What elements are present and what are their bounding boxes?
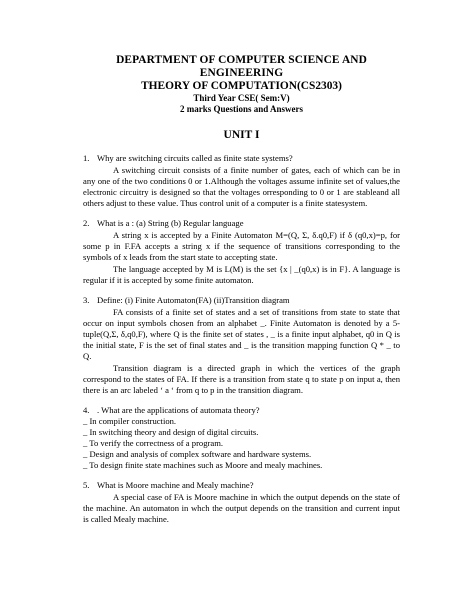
question-number: 5. [83,480,90,490]
question-number: 2. [83,218,90,228]
question-text: Define: (i) Finite Automaton(FA) (ii)Transition diagram [97,295,290,305]
unit-heading: UNIT I [223,129,260,141]
question-text: . What are the applications of automata theory? [97,405,260,415]
question-number: 3. [83,295,90,305]
question-item [83,153,400,209]
answer-paragraph: A special case of FA is Moore machine in which the output depends on the state of the machine. An automaton in whch the output depends on the transition and current input is called Mealy machine. [83,492,400,524]
answer-paragraph: FA consists of a finite set of states and a set of transitions from state to state that occur on input symbols chosen from an alphabet _. Finite Automaton is denoted by a 5- tuple(Q,Σ, δ,q0,F), where Q is the finite set of states , _ is a finite input alphabet, q0 in Q is the initial state, F is the set of final states and _ is the transition mapping function Q * _ to Q. [83,307,400,361]
question-text: What is a : (a) String (b) Regular language [97,218,244,228]
answer-paragraph: A string x is accepted by a Finite Automaton M=(Q, Σ, δ.q0,F) if δ (q0,x)=p, for some p in F.FA accepts a string x if the sequence of transitions corresponding to the symbols of x leads from the start state to accepting state. [83,230,400,262]
question-text: Why are switching circuits called as finite state systems? [97,153,293,163]
document-header [83,54,400,115]
question-item [83,405,400,471]
list-item: _ In compiler construction. [83,416,177,426]
department-title: DEPARTMENT OF COMPUTER SCIENCE AND ENGINEERING [116,54,367,79]
course-title: THEORY OF COMPUTATION(CS2303) [141,80,342,92]
question-number: 1. [83,153,90,163]
question-item [83,218,400,286]
list-item: _ To verify the correctness of a program. [83,438,224,448]
question-item [83,480,400,525]
year-line: Third Year CSE( Sem:V) [193,93,290,103]
subtitle-line: 2 marks Questions and Answers [179,104,304,114]
question-text: What is Moore machine and Mealy machine? [97,480,254,490]
list-item: _ In switching theory and design of digital circuits. [83,427,259,437]
answer-paragraph: Transition diagram is a directed graph in which the vertices of the graph correspond to the states of FA. If there is a transition from state q to state p on input a, then there is an arc labeled ‘ a ‘ from q to p in the transition diagram. [83,363,400,395]
question-number: 4. [83,405,90,415]
question-item [83,295,400,396]
list-item: _ To design finite state machines such as Moore and mealy machines. [83,460,323,470]
list-item: _ Design and analysis of complex software and hardware systems. [83,449,312,459]
answer-paragraph: The language accepted by M is L(M) is the set {x | _(q0,x) is in F}. A language is regular if it is accepted by some finite automaton. [83,264,400,285]
answer-paragraph: A switching circuit consists of a finite number of gates, each of which can be in any one of the two conditions 0 or 1.Although the voltages assume infinite set of values,the electronic circuitry is designed so that the voltages orresponding to 0 or 1 are stableand all others adjust to these value. Thus control unit of a computer is a finite statesystem. [83,165,400,208]
